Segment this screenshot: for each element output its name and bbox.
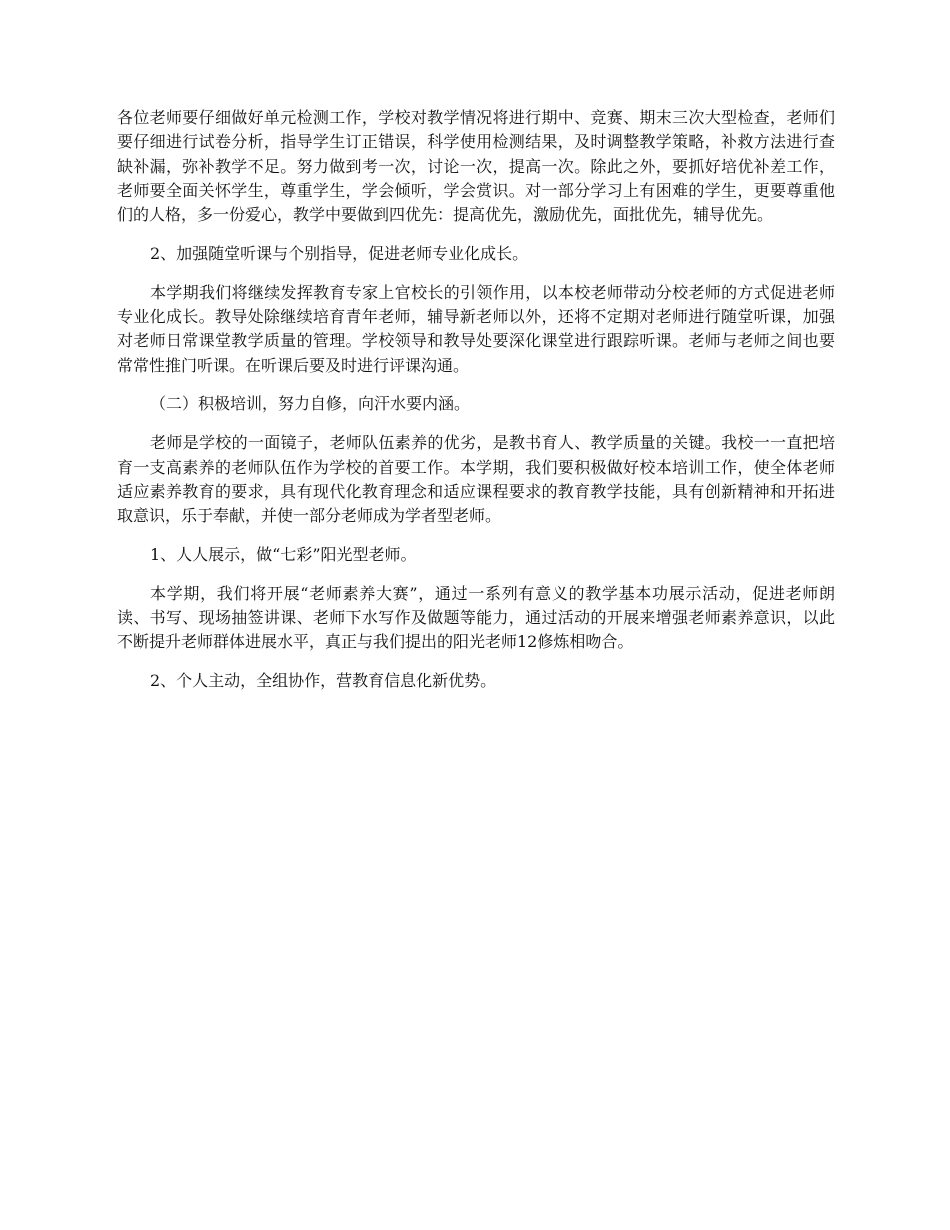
paragraph-unit-testing: 各位老师要仔细做好单元检测工作，学校对教学情况将进行期中、竞赛、期末三次大型检查，老师们要仔细进行试卷分析，指导学生订正错误，科学使用检测结果，及时调整教学策略，补救方法进行查缺补漏，弥补教学不足。努力做到考一次，讨论一次，提高一次。除此之外，要抓好培优补差工作，老师要全面关怀学生，尊重学生，学会倾听，学会赏识。对一部分学习上有困难的学生，更要尊重他们的人格，多一份爱心，教学中要做到四优先：提高优先，激励优先，面批优先，辅导优先。 [117, 108, 835, 225]
heading-classroom-observation: 2、加强随堂听课与个别指导，促进老师专业化成长。 [150, 243, 529, 263]
document-page [117, 106, 835, 708]
paragraph-teacher-team: 老师是学校的一面镜子，老师队伍素养的优劣，是教书育人、教学质量的关键。我校一一直把培育一支高素养的老师队伍作为学校的首要工作。本学期，我们要积极做好校本培训工作，使全体老师适应素养教育的要求，具有现代化教育理念和适应课程要求的教育教学技能，具有创新精神和开拓进取意识，乐于奉献，并使一部分老师成为学者型老师。 [117, 433, 835, 526]
heading-informatization: 2、个人主动，全组协作，营教育信息化新优势。 [150, 671, 497, 691]
heading-training-self-study: （二）积极培训，努力自修，向汗水要内涵。 [150, 394, 471, 414]
heading-sunshine-teacher: 1、人人展示，做“七彩”阳光型老师。 [150, 544, 417, 564]
paragraph-classroom-observation: 本学期我们将继续发挥教育专家上官校长的引领作用，以本校老师带动分校老师的方式促进老师专业化成长。教导处除继续培育青年老师，辅导新老师以外，还将不定期对老师进行随堂听课，加强对老师日常课堂教学质量的管理。学校领导和教导处要深化课堂进行跟踪听课。老师与老师之间也要常常性推门听课。在听课后要及时进行评课沟通。 [117, 282, 835, 375]
paragraph-teacher-competition: 本学期，我们将开展“老师素养大赛”，通过一系列有意义的教学基本功展示活动，促进老师朗读、书写、现场抽签讲课、老师下水写作及做题等能力，通过活动的开展来增强老师素养意识，以此不断提升老师群体进展水平，真正与我们提出的阳光老师12修炼相吻合。 [117, 583, 835, 652]
